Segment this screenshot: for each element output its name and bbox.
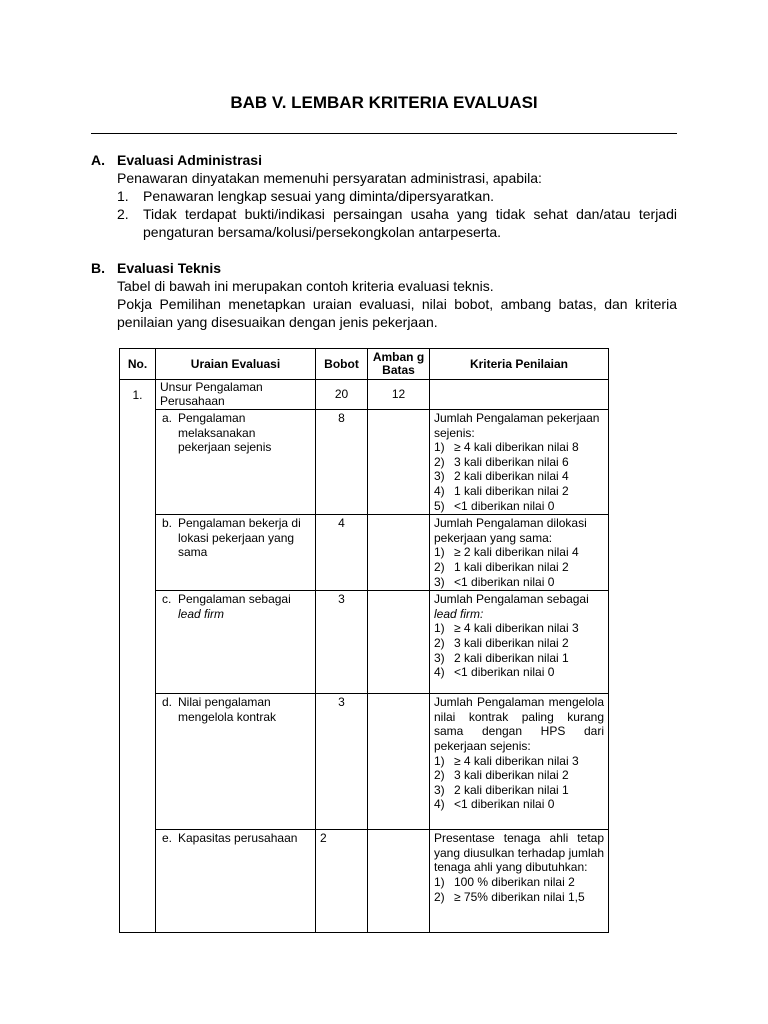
sub-letter: c.	[162, 592, 172, 607]
table-row	[120, 830, 609, 933]
list-item-number: 2.	[117, 206, 129, 222]
kriteria-item-num: 5)	[434, 498, 445, 513]
list-item-number: 1.	[117, 188, 129, 204]
kriteria-item-num: 3)	[434, 650, 445, 665]
kriteria-item-num: 2)	[434, 635, 445, 650]
section-administrasi	[91, 151, 677, 241]
sub-ambang-empty	[368, 694, 430, 830]
kriteria-item-text: ≥ 75% diberikan nilai 1,5	[454, 889, 585, 904]
kriteria-item-text: 1 kali diberikan nilai 2	[454, 559, 569, 574]
sub-kriteria	[430, 410, 609, 515]
sub-bobot: 4	[316, 515, 368, 591]
kriteria-item	[434, 768, 604, 783]
kriteria-item	[434, 455, 604, 470]
kriteria-item-num: 1)	[434, 440, 445, 455]
sub-letter: d.	[162, 695, 173, 710]
sub-ambang-empty	[368, 830, 430, 933]
kriteria-item-text: ≥ 4 kali diberikan nilai 3	[454, 621, 579, 636]
kriteria-item-num: 2)	[434, 889, 445, 904]
sub-bobot: 3	[316, 694, 368, 830]
header-bobot: Bobot	[316, 349, 368, 380]
table-row	[120, 694, 609, 830]
kriteria-item	[434, 890, 604, 905]
sub-uraian-text: Pengalaman bekerja di lokasi pekerjaan yang sama	[178, 516, 301, 560]
section-b-line1: Tabel di bawah ini merupakan contoh kriteria evaluasi teknis.	[117, 278, 494, 294]
list-item	[117, 205, 677, 241]
kriteria-item-text: 100 % diberikan nilai 2	[454, 874, 575, 889]
sub-kriteria	[430, 591, 609, 694]
list-item	[117, 187, 677, 205]
kriteria-item-text: <1 diberikan nilai 0	[454, 498, 555, 513]
section-teknis	[91, 259, 677, 331]
kriteria-item-num: 1)	[434, 753, 445, 768]
section-b-title: Evaluasi Teknis	[117, 260, 222, 276]
kriteria-item-num: 4)	[434, 483, 445, 498]
main-bobot: 20	[316, 380, 368, 410]
section-a-list	[91, 187, 677, 241]
kriteria-item	[434, 665, 604, 680]
kriteria-item	[434, 499, 604, 514]
kriteria-item	[434, 754, 604, 769]
sub-ambang-empty	[368, 410, 430, 515]
kriteria-item-text: ≥ 4 kali diberikan nilai 3	[454, 753, 579, 768]
sub-ambang-empty	[368, 515, 430, 591]
kriteria-item-num: 3)	[434, 574, 445, 589]
header-kriteria: Kriteria Penilaian	[430, 349, 609, 380]
kriteria-item	[434, 440, 604, 455]
kriteria-item-text: <1 diberikan nilai 0	[454, 797, 555, 812]
sub-uraian	[156, 410, 316, 515]
sub-bobot: 8	[316, 410, 368, 515]
kriteria-item-text: 1 kali diberikan nilai 2	[454, 483, 569, 498]
kriteria-item	[434, 651, 604, 666]
kriteria-item	[434, 797, 604, 812]
sub-letter: b.	[162, 516, 173, 531]
kriteria-intro: Jumlah Pengalaman pekerjaan sejenis:	[434, 411, 600, 440]
kriteria-item	[434, 560, 604, 575]
sub-kriteria	[430, 515, 609, 591]
kriteria-item-text: 2 kali diberikan nilai 1	[454, 782, 569, 797]
kriteria-item-num: 1)	[434, 621, 445, 636]
section-a-letter: A.	[91, 152, 105, 168]
sub-ambang-empty	[368, 591, 430, 694]
kriteria-item	[434, 484, 604, 499]
sub-uraian	[156, 515, 316, 591]
sub-uraian-text: Nilai pengalaman mengelola kontrak	[178, 695, 277, 724]
kriteria-item-text: ≥ 2 kali diberikan nilai 4	[454, 545, 579, 560]
main-ambang: 12	[368, 380, 430, 410]
kriteria-item	[434, 545, 604, 560]
kriteria-item-num: 4)	[434, 797, 445, 812]
kriteria-item-num: 2)	[434, 559, 445, 574]
kriteria-item	[434, 636, 604, 651]
sub-uraian-text: Pengalaman melaksanakan pekerjaan sejenis	[178, 411, 272, 455]
sub-uraian	[156, 830, 316, 933]
kriteria-item	[434, 469, 604, 484]
kriteria-item-text: <1 diberikan nilai 0	[454, 665, 555, 680]
sub-uraian	[156, 694, 316, 830]
title-divider	[91, 133, 677, 134]
evaluation-table	[119, 348, 609, 933]
table-header-row	[120, 349, 609, 380]
kriteria-item	[434, 575, 604, 590]
kriteria-intro: Jumlah Pengalaman mengelola nilai kontrak paling kurang sama dengan HPS dari pekerjaan sejenis:	[434, 695, 604, 753]
row-number: 1.	[120, 380, 156, 933]
sub-letter: e.	[162, 831, 173, 846]
kriteria-item	[434, 621, 604, 636]
main-uraian: Unsur Pengalaman Perusahaan	[156, 380, 316, 410]
kriteria-intro-italic: lead firm:	[434, 606, 484, 621]
table-row	[120, 410, 609, 515]
kriteria-item	[434, 875, 604, 890]
sub-uraian-italic: lead firm	[178, 606, 225, 621]
kriteria-intro: Presentase tenaga ahli tetap yang diusulkan terhadap jumlah tenaga ahli yang dibutuhkan:	[434, 831, 604, 875]
sub-letter: a.	[162, 411, 173, 425]
section-b-heading	[91, 259, 677, 277]
sub-uraian-text: Pengalaman sebagai	[178, 592, 291, 607]
section-b-letter: B.	[91, 260, 105, 276]
kriteria-item-text: ≥ 4 kali diberikan nilai 8	[454, 440, 579, 455]
sub-kriteria	[430, 694, 609, 830]
table-row-main	[120, 380, 609, 410]
kriteria-item-text: <1 diberikan nilai 0	[454, 574, 555, 589]
sub-kriteria	[430, 830, 609, 933]
kriteria-item-text: 3 kali diberikan nilai 2	[454, 635, 569, 650]
sub-bobot: 3	[316, 591, 368, 694]
table-row	[120, 591, 609, 694]
kriteria-item-num: 2)	[434, 768, 445, 783]
kriteria-item-text: 2 kali diberikan nilai 1	[454, 650, 569, 665]
kriteria-intro: Jumlah Pengalaman sebagai	[434, 592, 589, 607]
kriteria-item-num: 3)	[434, 782, 445, 797]
header-uraian: Uraian Evaluasi	[156, 349, 316, 380]
section-b-line2: Pokja Pemilihan menetapkan uraian evaluasi, nilai bobot, ambang batas, dan kriteria penilaian yang disesuaikan dengan jenis pekerjaan.	[117, 296, 677, 330]
kriteria-item	[434, 783, 604, 798]
header-no: No.	[120, 349, 156, 380]
page-title: BAB V. LEMBAR KRITERIA EVALUASI	[230, 93, 538, 112]
kriteria-item-num: 3)	[434, 469, 445, 484]
kriteria-item-text: 3 kali diberikan nilai 2	[454, 768, 569, 783]
list-item-text: Penawaran lengkap sesuai yang diminta/dipersyaratkan.	[143, 188, 494, 204]
kriteria-item-num: 1)	[434, 874, 445, 889]
sub-bobot: 2	[316, 830, 368, 933]
section-a-intro: Penawaran dinyatakan memenuhi persyaratan administrasi, apabila:	[117, 170, 542, 186]
sub-uraian-text: Kapasitas perusahaan	[178, 831, 298, 846]
kriteria-item-text: 2 kali diberikan nilai 4	[454, 469, 569, 484]
header-ambang-batas: Amban g Batas	[368, 349, 430, 380]
section-a-heading	[91, 151, 677, 169]
kriteria-intro: Jumlah Pengalaman dilokasi pekerjaan yang sama:	[434, 516, 587, 545]
sub-uraian	[156, 591, 316, 694]
kriteria-item-text: 3 kali diberikan nilai 6	[454, 454, 569, 469]
kriteria-item-num: 2)	[434, 454, 445, 469]
table-row	[120, 515, 609, 591]
kriteria-item-num: 4)	[434, 665, 445, 680]
main-kriteria-empty	[430, 380, 609, 410]
section-a-title: Evaluasi Administrasi	[117, 152, 262, 168]
list-item-text: Tidak terdapat bukti/indikasi persaingan usaha yang tidak sehat dan/atau terjadi pengaturan bersama/kolusi/persekongkolan antarpeserta.	[143, 206, 677, 240]
kriteria-item-num: 1)	[434, 545, 445, 560]
